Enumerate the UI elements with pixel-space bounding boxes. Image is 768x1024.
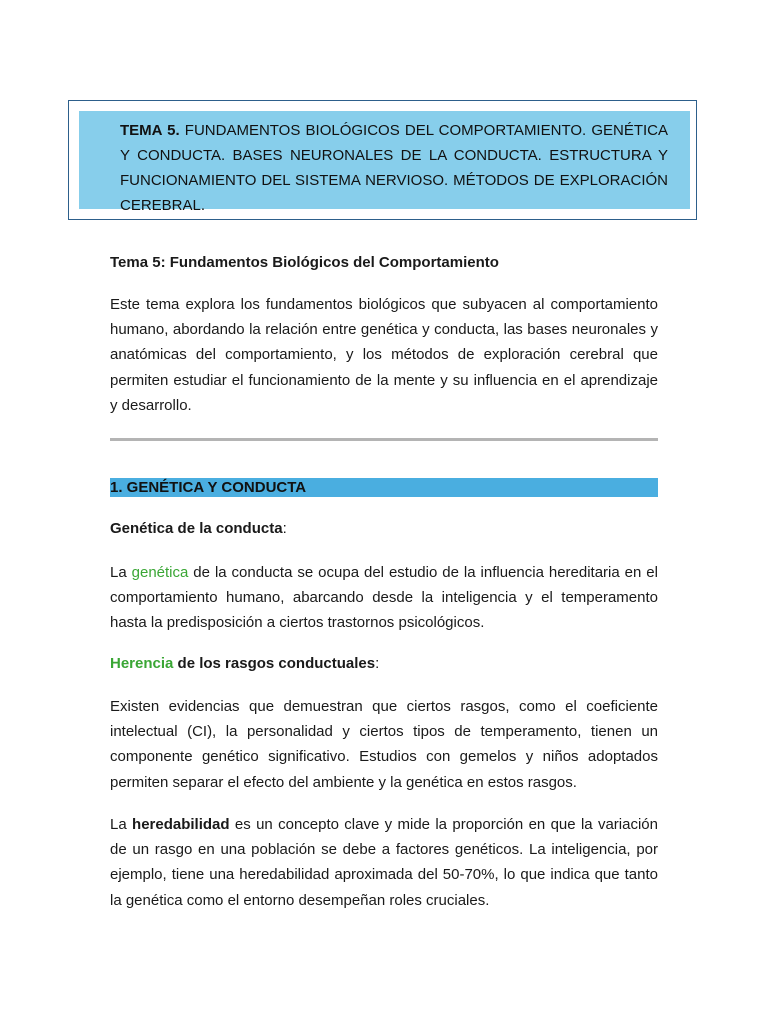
horizontal-divider [110, 438, 658, 441]
p1-before: La [110, 564, 132, 581]
topic-title [120, 118, 668, 218]
inheritance-heading-suffix: : [375, 655, 380, 672]
genetics-heading [110, 518, 658, 540]
topic-number: TEMA 5. [120, 122, 180, 139]
inheritance-heading-bold: de los rasgos conductuales [173, 655, 376, 672]
evidence-paragraph: Existen evidencias que demuestran que ciertos rasgos, como el coeficiente intelectual (CI), la personalidad y ciertos tipos de temperamento, tienen un componente genético significativo. Estudios con gemelos y niños adoptados permiten separar el efecto del ambiente y la genética en estos rasgos. [110, 698, 658, 791]
heritability-term: heredabilidad [132, 816, 230, 833]
genetics-heading-bold: Genética de la conducta [110, 520, 283, 537]
section-header-bar [110, 478, 658, 497]
inheritance-heading [110, 653, 658, 675]
topic-title-text: FUNDAMENTOS BIOLÓGICOS DEL COMPORTAMIENTO. GENÉTICA Y CONDUCTA. BASES NEURONALES DE LA CONDUCTA. ESTRUCTURA Y FUNCIONAMIENTO DEL SISTEMA NERVIOSO. MÉTODOS DE EXPLORACIÓN CEREBRAL. [120, 122, 669, 214]
subtitle: Tema 5: Fundamentos Biológicos del Comportamiento [110, 254, 499, 271]
genetics-highlight: genética [131, 564, 189, 581]
p1-after: de la conducta se ocupa del estudio de la influencia hereditaria en el comportamiento humano, abarcando desde la inteligencia y el temperamento hasta la predisposición a ciertos trastornos psicológicos. [110, 564, 658, 632]
genetics-paragraph [110, 560, 658, 636]
p3-before: La [110, 816, 133, 833]
title-box [68, 100, 697, 220]
title-highlight [79, 111, 690, 214]
section-title: 1. GENÉTICA Y CONDUCTA [110, 479, 307, 496]
intro-paragraph: Este tema explora los fundamentos biológicos que subyacen al comportamiento humano, abordando la relación entre genética y conducta, las bases neuronales y anatómicas del comportamiento, y los métodos de exploración cerebral que permiten estudiar el funcionamiento de la mente y su influencia en el aprendizaje y desarrollo. [110, 296, 658, 414]
heritability-paragraph [110, 812, 658, 913]
genetics-heading-suffix: : [282, 520, 287, 537]
p3-after: es un concepto clave y mide la proporción en que la variación de un rasgo en una población se debe a factores genéticos. La inteligencia, por ejemplo, tiene una heredabilidad aproximada del 50-70%, lo que indica que tanto la genética como el entorno desempeñan roles cruciales. [110, 816, 658, 909]
inheritance-highlight: Herencia [110, 655, 174, 672]
